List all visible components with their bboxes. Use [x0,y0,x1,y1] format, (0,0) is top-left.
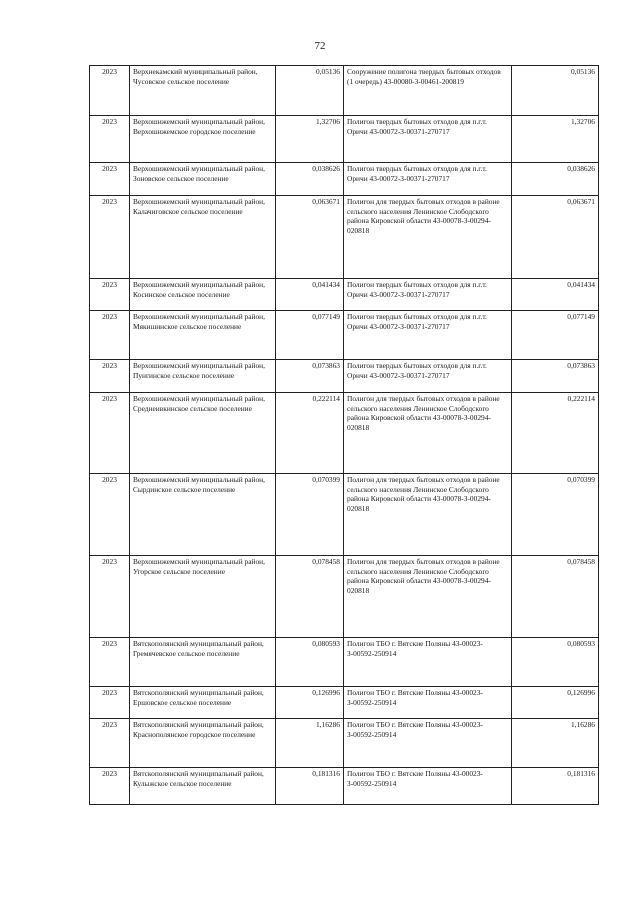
facility-cell: Полигон твердых бытовых отходов для п.г.т. Оричи 43-00072-З-00371-270717 [344,311,512,360]
district-cell: Верхошижемский муниципальный район, Среднеивкинское сельское поселение [130,393,276,474]
facility-cell: Сооружение полигона твердых бытовых отходов (1 очередь) 43-00080-З-00461-200819 [344,66,512,116]
facility-cell: Полигон ТБО г. Вятские Поляны 43-00023-З-00592-250914 [344,638,512,687]
table-row [90,66,599,116]
volume-cell: 0,070399 [276,474,344,556]
year-cell: 2023 [90,163,130,196]
volume-cell: 0,063671 [276,196,344,279]
volume-cell: 0,041434 [276,279,344,311]
year-cell: 2023 [90,311,130,360]
facility-cell: Полигон для твердых бытовых отходов в районе сельского населения Ленинское Слободского района Кировской области 43-00078-З-00294-020818 [344,474,512,556]
district-cell: Верхошижемский муниципальный район, Калачиговское сельское поселение [130,196,276,279]
table-row [90,360,599,393]
page-number: 72 [314,40,326,52]
waste-allocation-table [89,65,599,805]
volume-total-cell: 0,063671 [512,196,599,279]
volume-total-cell: 0,070399 [512,474,599,556]
year-cell: 2023 [90,719,130,768]
facility-cell: Полигон твердых бытовых отходов для п.г.т. Оричи 43-00072-З-00371-270717 [344,279,512,311]
volume-cell: 1,16286 [276,719,344,768]
year-cell: 2023 [90,196,130,279]
volume-total-cell: 1,16286 [512,719,599,768]
table-row [90,279,599,311]
table-row [90,474,599,556]
volume-cell: 0,222114 [276,393,344,474]
volume-cell: 0,073863 [276,360,344,393]
volume-cell: 0,080593 [276,638,344,687]
district-cell: Верхошижемский муниципальный район, Верхошижемское городское поселение [130,116,276,163]
district-cell: Верхошижемский муниципальный район, Косинское сельское поселение [130,279,276,311]
facility-cell: Полигон для твердых бытовых отходов в районе сельского населения Ленинское Слободского района Кировской области 43-00078-З-00294-020818 [344,393,512,474]
table-row [90,556,599,638]
facility-cell: Полигон твердых бытовых отходов для п.г.т. Оричи 43-00072-З-00371-270717 [344,360,512,393]
district-cell: Верхошижемский муниципальный район, Сырдинское сельское поселение [130,474,276,556]
year-cell: 2023 [90,474,130,556]
year-cell: 2023 [90,66,130,116]
table-row [90,687,599,719]
volume-cell: 0,05136 [276,66,344,116]
year-cell: 2023 [90,768,130,805]
district-cell: Вятскополянский муниципальный район, Кулыжское сельское поселение [130,768,276,805]
facility-cell: Полигон ТБО г. Вятские Поляны 43-00023-З-00592-250914 [344,768,512,805]
district-cell: Верхошижемский муниципальный район, Мякишинское сельское поселение [130,311,276,360]
table-row [90,196,599,279]
volume-cell: 0,038626 [276,163,344,196]
district-cell: Вятскополянский муниципальный район, Краснополянское городское поселение [130,719,276,768]
facility-cell: Полигон твердых бытовых отходов для п.г.т. Оричи 43-00072-З-00371-270717 [344,116,512,163]
table-row [90,163,599,196]
year-cell: 2023 [90,279,130,311]
year-cell: 2023 [90,393,130,474]
table-row [90,768,599,805]
volume-cell: 0,126996 [276,687,344,719]
table-row [90,719,599,768]
volume-cell: 0,181316 [276,768,344,805]
facility-cell: Полигон для твердых бытовых отходов в районе сельского населения Ленинское Слободского района Кировской области 43-00078-З-00294-020818 [344,196,512,279]
year-cell: 2023 [90,556,130,638]
table-row [90,311,599,360]
volume-total-cell: 0,077149 [512,311,599,360]
facility-cell: Полигон ТБО г. Вятские Поляны 43-00023-З-00592-250914 [344,719,512,768]
facility-cell: Полигон твердых бытовых отходов для п.г.т. Оричи 43-00072-З-00371-270717 [344,163,512,196]
volume-total-cell: 0,041434 [512,279,599,311]
facility-cell: Полигон для твердых бытовых отходов в районе сельского населения Ленинское Слободского района Кировской области 43-00078-З-00294-020818 [344,556,512,638]
year-cell: 2023 [90,360,130,393]
volume-total-cell: 0,078458 [512,556,599,638]
volume-total-cell: 1,32706 [512,116,599,163]
table-row [90,116,599,163]
volume-total-cell: 0,080593 [512,638,599,687]
year-cell: 2023 [90,687,130,719]
district-cell: Верхошижемский муниципальный район, Пунгинское сельское поселение [130,360,276,393]
volume-total-cell: 0,181316 [512,768,599,805]
volume-total-cell: 0,038626 [512,163,599,196]
facility-cell: Полигон ТБО г. Вятские Поляны 43-00023-З-00592-250914 [344,687,512,719]
volume-cell: 0,078458 [276,556,344,638]
table-row [90,638,599,687]
volume-cell: 0,077149 [276,311,344,360]
district-cell: Верхошижемский муниципальный район, Зоновское сельское поселение [130,163,276,196]
district-cell: Верхошижемский муниципальный район, Угорское сельское поселение [130,556,276,638]
volume-total-cell: 0,126996 [512,687,599,719]
table-row [90,393,599,474]
district-cell: Вятскополянский муниципальный район, Гремячевское сельское поселение [130,638,276,687]
district-cell: Верхнекамский муниципальный район, Чусовское сельское поселение [130,66,276,116]
year-cell: 2023 [90,638,130,687]
year-cell: 2023 [90,116,130,163]
volume-cell: 1,32706 [276,116,344,163]
volume-total-cell: 0,222114 [512,393,599,474]
volume-total-cell: 0,05136 [512,66,599,116]
volume-total-cell: 0,073863 [512,360,599,393]
district-cell: Вятскополянский муниципальный район, Ершовское сельское поселение [130,687,276,719]
